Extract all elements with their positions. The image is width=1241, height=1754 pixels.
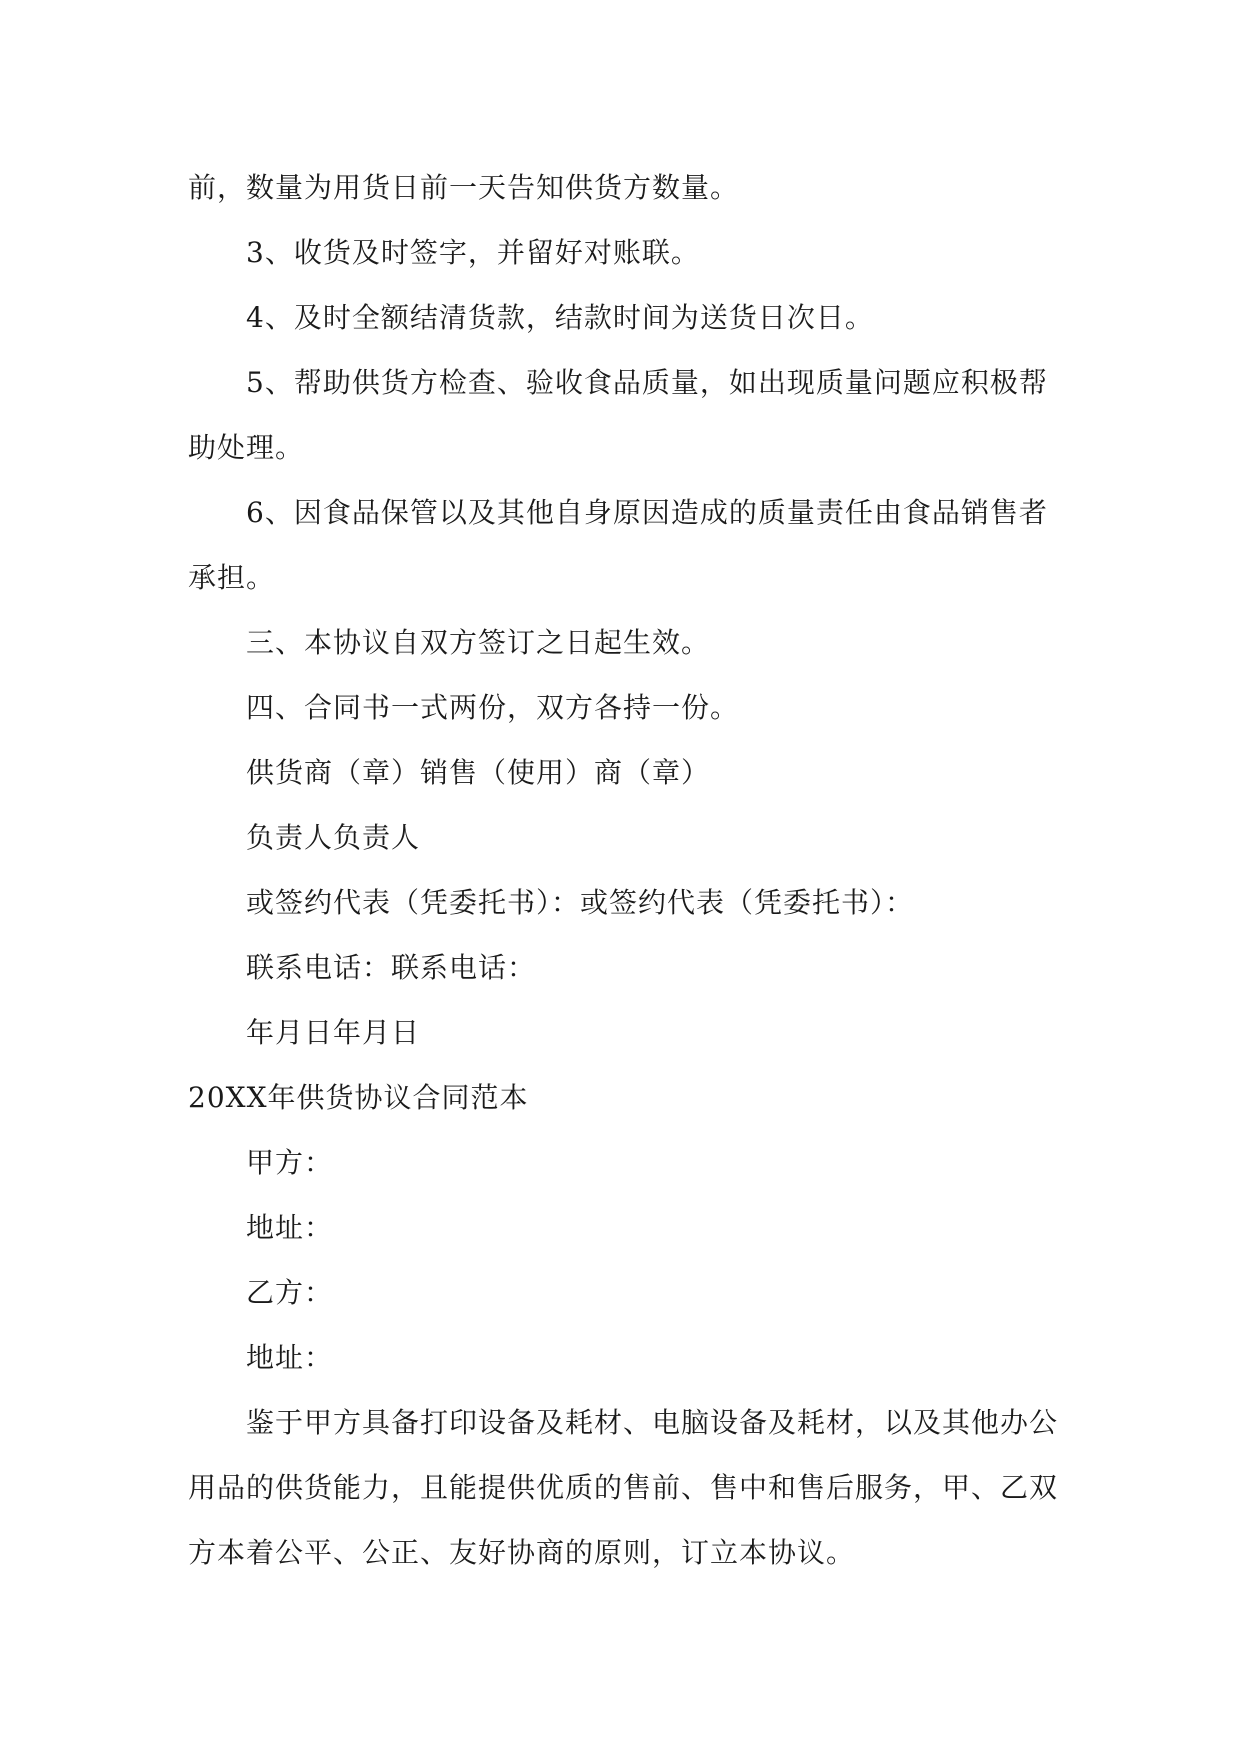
text-line: 四、合同书一式两份，双方各持一份。 [246,691,740,724]
document-body [188,155,1058,1585]
text-line: 年月日年月日 [246,1016,421,1049]
text-line: 承担。 [188,561,276,594]
text-line: 地址： [246,1341,334,1374]
text-line: 5、帮助供货方检查、验收食品质量，如出现质量问题应积极帮 [246,366,1048,399]
text-line: 联系电话：联系电话： [246,951,537,984]
text-line: 鉴于甲方具备打印设备及耗材、电脑设备及耗材，以及其他办公 [246,1406,1059,1439]
text-line: 甲方： [246,1146,334,1179]
text-line: 供货商（章）销售（使用）商（章） [246,756,711,789]
text-line: 6、因食品保管以及其他自身原因造成的质量责任由食品销售者 [246,496,1048,529]
text-line: 用品的供货能力，且能提供优质的售前、售中和售后服务，甲、乙双 [188,1471,1059,1504]
text-line: 地址： [246,1211,334,1244]
text-line: 或签约代表（凭委托书）：或签约代表（凭委托书）： [246,886,915,919]
text-line: 3、收货及时签字，并留好对账联。 [246,236,700,269]
text-line: 三、本协议自双方签订之日起生效。 [246,626,711,659]
text-line: 助处理。 [188,431,305,464]
text-line: 4、及时全额结清货款，结款时间为送货日次日。 [246,301,874,334]
text-line: 负责人负责人 [246,821,421,854]
text-line: 前，数量为用货日前一天告知供货方数量。 [188,171,740,204]
section-title: 20XX年供货协议合同范本 [188,1081,529,1114]
text-line: 方本着公平、公正、友好协商的原则，订立本协议。 [188,1536,856,1569]
text-line: 乙方： [246,1276,334,1309]
